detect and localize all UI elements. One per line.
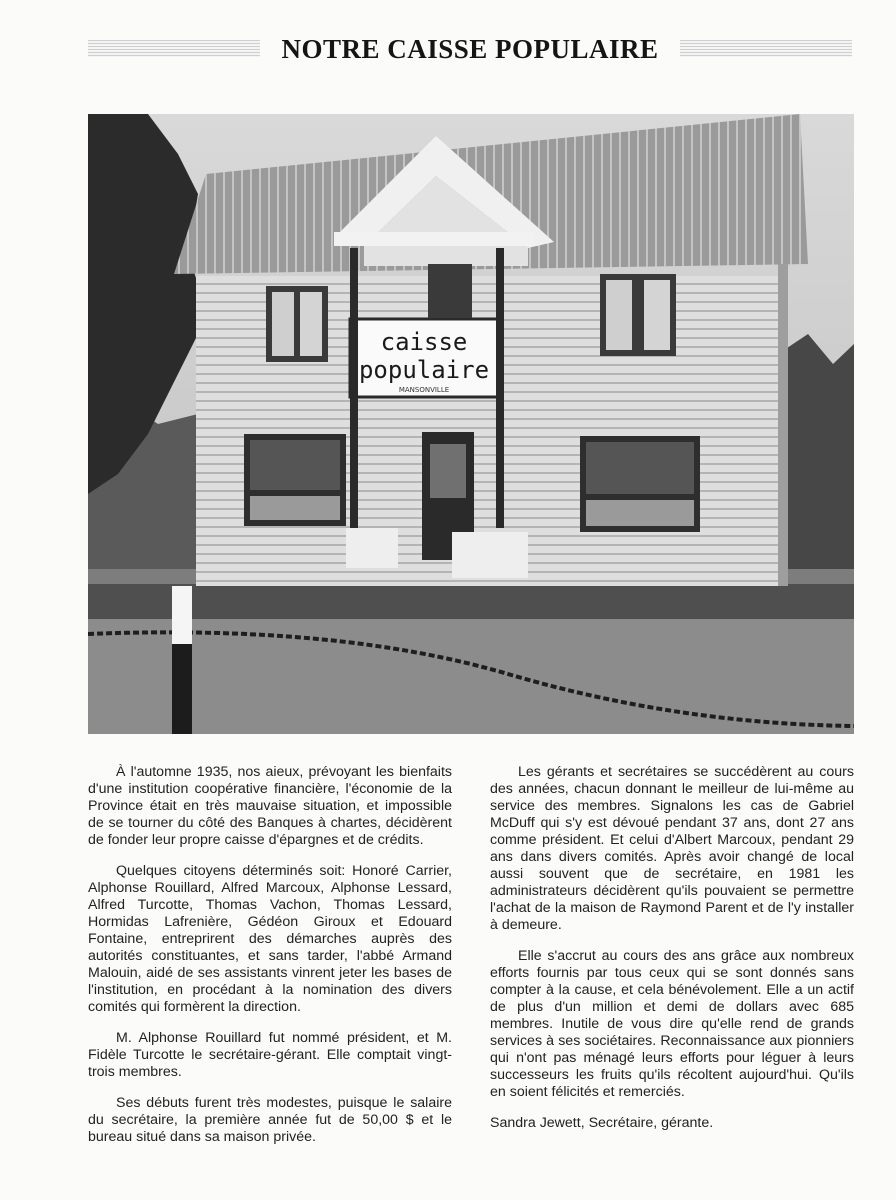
building-photo: [88, 114, 854, 734]
paragraph: Elle s'accrut au cours des ans grâce aux nombreux efforts fournis par tous ceux qui se sont donnés sans compter à la cause, et cela bénévolement. Elle a un actif de plus d'un million et demi de dollars avec 685 membres. Inutile de vous dire qu'elle rend de grands services à ses sociétaires. Reconnaissance aux pionniers qui n'ont pas ménagé leurs efforts pour léguer à leurs successeurs les fruits qu'ils récoltent aujourd'hui. Qu'ils en soient félicités et remerciés.: [490, 948, 854, 1100]
paragraph: Ses débuts furent très modestes, puisque le salaire du secrétaire, la première année fut de 50,00 $ et le bureau situé dans sa maison privée.: [88, 1095, 452, 1145]
paragraph: À l'automne 1935, nos aieux, prévoyant les bienfaits d'une institution coopérative financière, l'économie de la Province était en très mauvaise situation, et impossible de se tourner du côté des Banques à chartes, décidèrent de fonder leur propre caisse d'épargnes et de crédits.: [88, 764, 452, 848]
right-column: [490, 764, 854, 1146]
title-bar: [88, 32, 852, 68]
title-rule-left: [88, 40, 260, 57]
paragraph: Les gérants et secrétaires se succédèrent au cours des années, chacun donnant le meilleur de lui-même au service des membres. Signalons les cas de Gabriel McDuff qui s'y est dévoué pendant 37 ans, dont 27 ans comme président. Et celui d'Albert Marcoux, pendant 29 ans dans divers comités. Après avoir changé de local aussi souvent que de secrétaire, en 1981 les administrateurs décidèrent qu'ils pouvaient se permettre l'achat de la maison de Raymond Parent et de l'y installer à demeure.: [490, 764, 854, 933]
signature: Sandra Jewett, Secrétaire, gérante.: [490, 1115, 714, 1131]
building-photo-svg: [88, 114, 854, 734]
page-title: NOTRE CAISSE POPULAIRE: [281, 34, 659, 64]
sign-line2: populaire: [358, 356, 490, 384]
sign-line1: caisse: [380, 328, 468, 356]
left-column: [88, 764, 452, 1160]
sign-line3: MANSONVILLE: [398, 386, 450, 394]
paragraph: M. Alphonse Rouillard fut nommé président, et M. Fidèle Turcotte le secrétaire-gérant. Elle comptait vingt-trois membres.: [88, 1030, 452, 1080]
paragraph: Quelques citoyens déterminés soit: Honoré Carrier, Alphonse Rouillard, Alfred Marcoux, Alphonse Lessard, Alfred Turcotte, Thomas Vachon, Thomas Lessard, Hormidas Lafrenière, Gédéon Giroux et Edouard Fontaine, entreprirent des démarches auprès des autorités constituantes, et sans tarder, l'abbé Armand Malouin, aidé de ses assistants vinrent jeter les bases de l'institution, en procédant à la nomination des divers comités qui formèrent la direction.: [88, 863, 452, 1015]
title-rule-right: [680, 40, 852, 57]
